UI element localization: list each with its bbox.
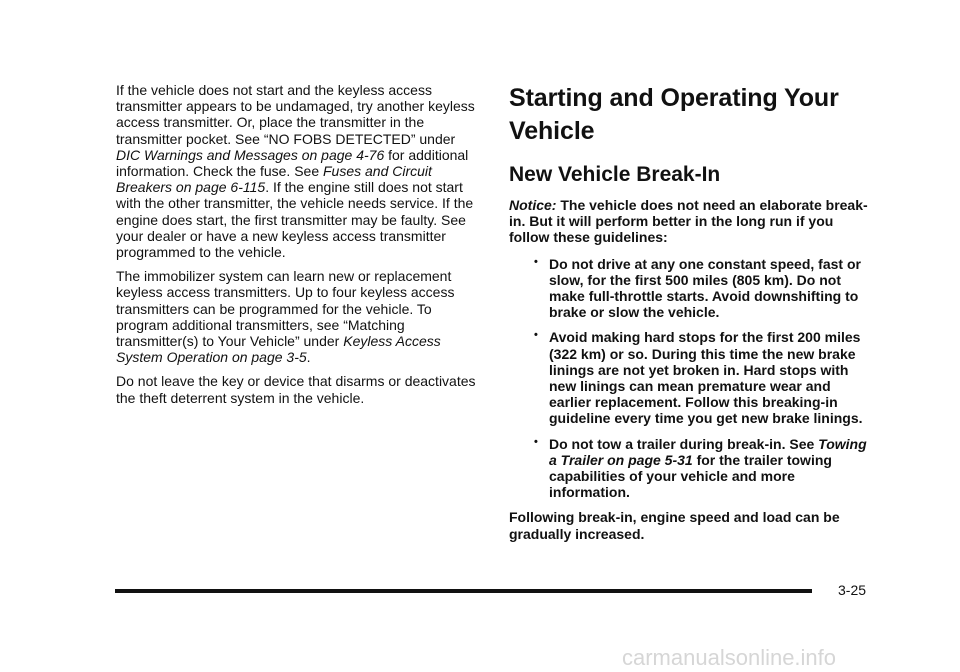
text-run: for additional information. Check the fuse. See (116, 146, 469, 180)
watermark-text: carmanualsonline.info (622, 645, 837, 670)
list-item (509, 436, 871, 501)
dic-warnings-link[interactable]: DIC Warnings and Messages on page 4-76 (116, 146, 385, 163)
text-run: The immobilizer system can learn new or replacement keyless access transmitters. Up to four keyless access transmitters can be programmed for the vehicle. To program additional transmitters, see “Matching transmitter(s) to Your Vehicle” under (116, 268, 455, 350)
text-run: . If the engine still does not start with the other transmitter, the vehicle needs service. If the engine does start, the first transmitter may be faulty. See your dealer or have a new keyless access transmitter programmed to the vehicle. (116, 179, 474, 261)
text-run: If the vehicle does not start and the keyless access transmitter appears to be undamaged, try another keyless access transmitter. Or, place the transmitter in the transmitter pocket. See “NO FOBS DETECTED” under (116, 82, 475, 147)
list-item-text: for the trailer towing capabilities of your vehicle and more information. (549, 451, 832, 501)
list-item-text: Do not drive at any one constant speed, fast or slow, for the first 500 miles (805 km). Do not make full-throttle starts. Avoid downshifting to brake or slow the vehicle. (549, 255, 861, 321)
page-number: 3-25 (838, 582, 867, 598)
list-item-text: Avoid making hard stops for the first 200 miles (322 km) or so. During this time the new brake linings are not yet broken in. Hard stops with new linings can mean premature wear and earlier replacement. Follow this breaking-in guideline every time you get new brake linings. (549, 329, 863, 427)
fuses-link[interactable]: Fuses and Circuit Breakers on page 6-115 (116, 163, 432, 196)
keyless-access-link[interactable]: Keyless Access System Operation on page 3-5 (116, 333, 441, 366)
subsection-heading: New Vehicle Break-In (509, 163, 721, 186)
immobilizer-paragraph (116, 268, 476, 365)
bullet-icon: • (534, 435, 538, 448)
closing-paragraph: Following break-in, engine speed and load can be gradually increased. (509, 509, 840, 542)
bullet-icon: • (534, 255, 538, 268)
left-column (116, 82, 476, 406)
list-item-text: Do not tow a trailer during break-in. See (549, 435, 819, 452)
section-heading: Starting and Operating Your Vehicle (509, 84, 839, 145)
list-item (509, 256, 871, 321)
notice-paragraph (509, 197, 871, 246)
notice-label: Notice: (509, 197, 557, 213)
keyless-paragraph (116, 82, 476, 260)
notice-text: The vehicle does not need an elaborate break-in. But it will perform better in the long run if you follow these guidelines: (509, 197, 868, 246)
bullet-icon: • (534, 329, 538, 342)
text-run: . (306, 349, 311, 366)
list-item (509, 329, 871, 426)
guideline-list (509, 256, 871, 501)
towing-link[interactable]: Towing a Trailer on page 5-31 (549, 435, 867, 468)
right-column (509, 82, 871, 542)
key-warning-paragraph: Do not leave the key or device that disarms or deactivates the theft deterrent system in the vehicle. (116, 373, 476, 406)
footer-rule (115, 589, 812, 593)
